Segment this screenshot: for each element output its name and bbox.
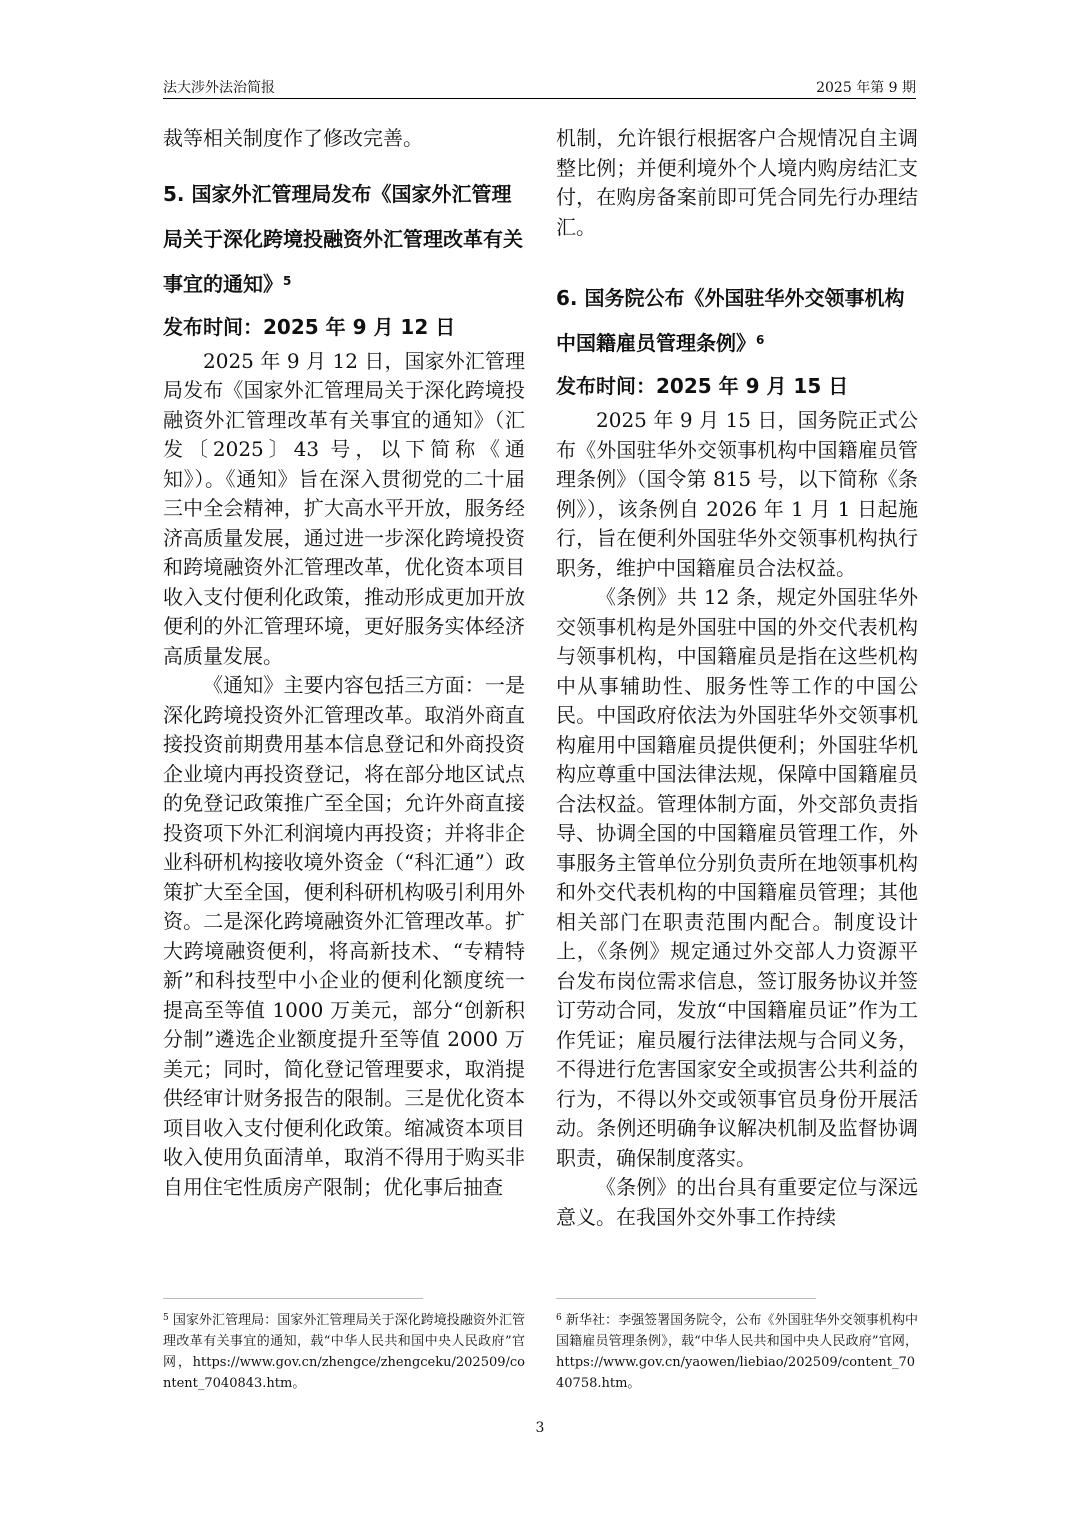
footnote-ref-6: 6 <box>756 333 765 347</box>
footnote-marker: 5 <box>163 1313 169 1323</box>
body-paragraph: 《条例》的出台具有重要定位与深远意义。在我国外交外事工作持续 <box>556 1175 918 1229</box>
right-column <box>556 124 918 1232</box>
issue-number: 2025 年第 9 期 <box>816 80 916 96</box>
continued-paragraph: 机制，允许银行根据客户合规情况自主调整比例；并便利境外个人境内购房结汇支付，在购房备案前即可凭合同先行办理结汇。 <box>556 126 918 239</box>
footnote-divider <box>163 1298 423 1299</box>
footnote-ref-5: 5 <box>283 273 292 288</box>
section-heading-5 <box>163 172 525 307</box>
footnote-5 <box>163 1310 525 1394</box>
page-number: 3 <box>535 1420 545 1436</box>
body-paragraph: 2025 年 9 月 12 日，国家外汇管理局发布《国家外汇管理局关于深化跨境投融资外汇管理改革有关事宜的通知》（汇发〔2025〕43 号，以下简称《通知》）。《通知》旨在深入贯彻党的二十届三中全会精神，扩大高水平开放，服务经济高质量发展，通过进一步深化跨境投资和跨境融资外汇管理改革，优化资本项目收入支付便利化政策，推动形成更加开放便利的外汇管理环境，更好服务实体经济高质量发展。 <box>163 348 525 668</box>
page-header <box>163 80 916 99</box>
footnote-marker: 6 <box>556 1313 562 1323</box>
footnote-divider <box>556 1298 816 1299</box>
section-heading-text: 5. 国家外汇管理局发布《国家外汇管理局关于深化跨境投融资外汇管理改革有关事宜的通知》 <box>163 181 523 296</box>
body-paragraph: 2025 年 9 月 15 日，国务院正式公布《外国驻华外交领事机构中国籍雇员管理条例》（国令第 815 号，以下简称《条例》），该条例自 2026 年 1 月 1 日起施行，旨在便利外国驻华外交领事机构执行职务，维护中国籍雇员合法权益。 <box>556 408 918 580</box>
section-heading-text: 6. 国务院公布《外国驻华外交领事机构中国籍雇员管理条例》 <box>556 286 905 355</box>
footnote-text: 国家外汇管理局：国家外汇管理局关于深化跨境投融资外汇管理改革有关事宜的通知，载“中华人民共和国中央人民政府”官网，https://www.gov.cn/zhengce/zhengceku/202509/content_7040843.htm。 <box>163 1313 525 1391</box>
publish-date: 发布时间：2025 年 9 月 12 日 <box>163 314 456 339</box>
body-paragraph: 《条例》共 12 条，规定外国驻华外交领事机构是外国驻中国的外交代表机构与领事机构，中国籍雇员是指在这些机构中从事辅助性、服务性等工作的中国公民。中国政府依法为外国驻华外交领事机构雇用中国籍雇员提供便利；外国驻华机构应尊重中国法律法规，保障中国籍雇员合法权益。管理体制方面，外交部负责指导、协调全国的中国籍雇员管理工作，外事服务主管单位分别负责所在地领事机构和外交代表机构的中国籍雇员管理；其他相关部门在职责范围内配合。制度设计上，《条例》规定通过外交部人力资源平台发布岗位需求信息，签订服务协议并签订劳动合同，发放“中国籍雇员证”作为工作凭证；雇员履行法律法规与合同义务，不得进行危害国家安全或损害公共利益的行为，不得以外交或领事官员身份开展活动。条例还明确争议解决机制及监督协调职责，确保制度落实。 <box>556 585 918 1170</box>
publish-date: 发布时间：2025 年 9 月 15 日 <box>556 374 849 398</box>
section-heading-6 <box>556 276 918 366</box>
body-paragraph: 《通知》主要内容包括三方面：一是深化跨境投资外汇管理改革。取消外商直接投资前期费用基本信息登记和外商投资企业境内再投资登记，将在部分地区试点的免登记政策推广至全国；允许外商直接投资项下外汇利润境内再投资；并将非企业科研机构接收境外资金（“科汇通”）政策扩大至全国，便利科研机构吸引利用外资。二是深化跨境融资外汇管理改革。扩大跨境融资便利，将高新技术、“专精特新”和科技型中小企业的便利化额度统一提高至等值 1000 万美元，部分“创新积分制”遴选企业额度提升至等值 2000 万美元；同时，简化登记管理要求，取消提供经审计财务报告的限制。三是优化资本项目收入支付便利化政策。缩减资本项目收入使用负面清单，取消不得用于购买非自用住宅性质房产限制；优化事后抽查 <box>163 673 525 1199</box>
footnote-text: 新华社：李强签署国务院令，公布《外国驻华外交领事机构中国籍雇员管理条例》，载“中华人民共和国中央人民政府”官网，https://www.gov.cn/yaowen/liebiao/202509/content_7040758.htm。 <box>556 1313 918 1391</box>
continued-paragraph: 裁等相关制度作了修改完善。 <box>163 126 423 150</box>
left-column <box>163 124 525 1202</box>
journal-title: 法大涉外法治简报 <box>163 80 275 96</box>
footnote-6 <box>556 1310 918 1394</box>
